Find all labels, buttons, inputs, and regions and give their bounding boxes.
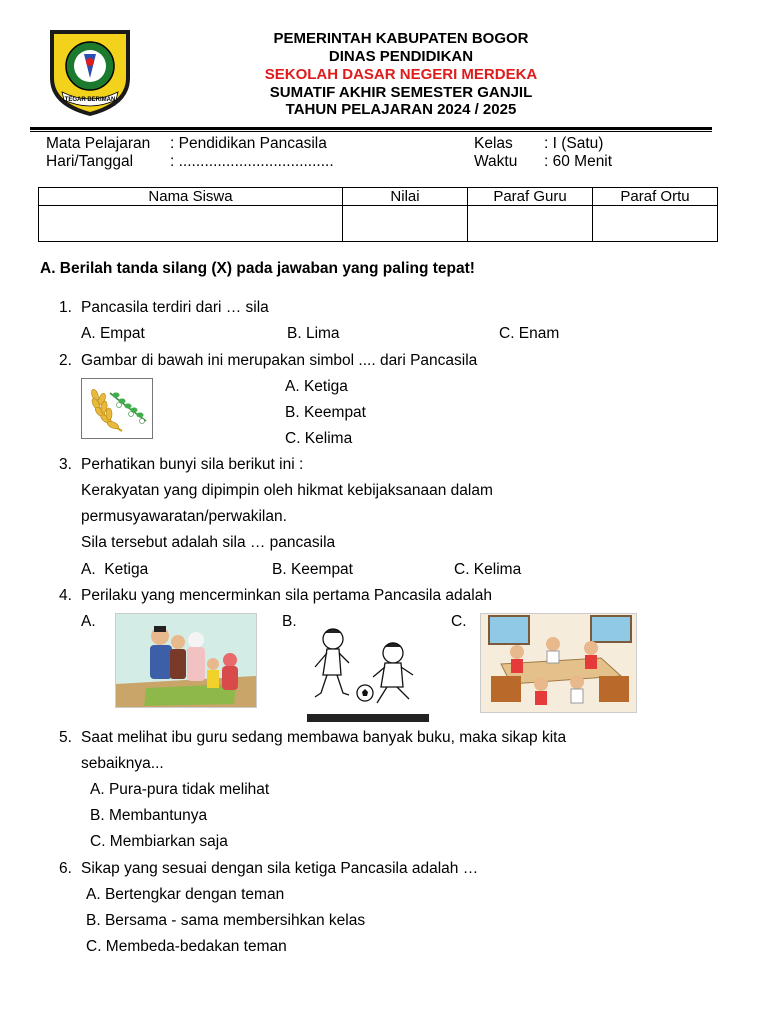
header-parent-sign: Paraf Ortu xyxy=(593,188,718,206)
class-value: : I (Satu) xyxy=(544,135,604,152)
q6-option-c[interactable]: C. Membeda-bedakan teman xyxy=(86,938,287,955)
subject-value: : Pendidikan Pancasila xyxy=(170,135,327,152)
q4-text: Perilaku yang mencerminkan sila pertama Pancasila adalah xyxy=(81,587,492,604)
q1-option-a[interactable]: A. Empat xyxy=(81,325,145,342)
q2-option-a[interactable]: A. Ketiga xyxy=(285,378,348,395)
section-a-instruction: A. Berilah tanda silang (X) pada jawaban yang paling tepat! xyxy=(40,260,475,277)
q5-text: Saat melihat ibu guru sedang membawa banyak buku, maka sikap kita xyxy=(81,729,567,746)
q3-quote-line1: Kerakyatan yang dipimpin oleh hikmat kebijaksanaan dalam xyxy=(81,482,493,499)
padi-kapas-icon xyxy=(81,378,153,439)
q4-option-a[interactable]: A. xyxy=(81,613,96,630)
date-label: Hari/Tanggal xyxy=(46,153,134,170)
q4-option-c[interactable]: C. xyxy=(451,613,467,630)
q3-option-b[interactable]: B. Keempat xyxy=(272,561,353,578)
subject-label: Mata Pelajaran xyxy=(46,135,151,152)
header-school-name: SEKOLAH DASAR NEGERI MERDEKA xyxy=(264,66,538,83)
q3-option-a[interactable]: A. Ketiga xyxy=(81,561,149,578)
q5-text-cont: sebaiknya... xyxy=(81,755,164,772)
teacher-sign-cell[interactable] xyxy=(468,206,593,242)
q1-text: Pancasila terdiri dari … sila xyxy=(81,299,269,316)
family-praying-illustration xyxy=(115,613,257,708)
q6-option-a[interactable]: A. Bertengkar dengan teman xyxy=(86,886,285,903)
school-logo xyxy=(46,26,134,118)
score-table xyxy=(38,187,718,242)
header-divider-thick xyxy=(30,127,712,130)
header-exam-title: SUMATIF AKHIR SEMESTER GANJIL xyxy=(269,84,533,101)
class-label: Kelas xyxy=(474,135,513,152)
q1-number: 1. xyxy=(59,299,72,316)
header-score: Nilai xyxy=(343,188,468,206)
header-teacher-sign: Paraf Guru xyxy=(468,188,593,206)
header-divider-thin xyxy=(30,131,712,132)
student-name-cell[interactable] xyxy=(39,206,343,242)
q3-text: Perhatikan bunyi sila berikut ini : xyxy=(81,456,304,473)
logo-banner-text: TEGAR BERIMAN xyxy=(64,97,116,103)
q1-option-c[interactable]: C. Enam xyxy=(499,325,560,342)
q6-option-b[interactable]: B. Bersama - sama membersihkan kelas xyxy=(86,912,366,929)
q6-number: 6. xyxy=(59,860,72,877)
q2-option-b[interactable]: B. Keempat xyxy=(285,404,366,421)
q2-option-c[interactable]: C. Kelima xyxy=(285,430,353,447)
q5-option-a[interactable]: A. Pura-pura tidak melihat xyxy=(90,781,270,798)
time-value: : 60 Menit xyxy=(544,153,613,170)
q5-number: 5. xyxy=(59,729,72,746)
q5-option-b[interactable]: B. Membantunya xyxy=(90,807,208,824)
parent-sign-cell[interactable] xyxy=(593,206,718,242)
q3-option-c[interactable]: C. Kelima xyxy=(454,561,522,578)
time-label: Waktu xyxy=(474,153,518,170)
q3-question: Sila tersebut adalah sila … pancasila xyxy=(81,534,336,551)
q1-option-b[interactable]: B. Lima xyxy=(287,325,340,342)
header-department: DINAS PENDIDIKAN xyxy=(328,48,474,65)
q4-number: 4. xyxy=(59,587,72,604)
date-value: : .................................... xyxy=(170,153,334,170)
q2-text: Gambar di bawah ini merupakan simbol .... dari Pancasila xyxy=(81,352,478,369)
q3-number: 3. xyxy=(59,456,72,473)
header-academic-year: TAHUN PELAJARAN 2024 / 2025 xyxy=(285,101,517,118)
score-cell[interactable] xyxy=(343,206,468,242)
q6-text: Sikap yang sesuai dengan sila ketiga Pancasila adalah … xyxy=(81,860,479,877)
header-student-name: Nama Siswa xyxy=(39,188,343,206)
students-studying-illustration xyxy=(480,613,637,713)
q2-number: 2. xyxy=(59,352,72,369)
header-government: PEMERINTAH KABUPATEN BOGOR xyxy=(273,30,529,47)
q5-option-c[interactable]: C. Membiarkan saja xyxy=(90,833,228,850)
q4-option-b[interactable]: B. xyxy=(282,613,297,630)
kids-playing-football-illustration xyxy=(307,613,429,722)
q3-quote-line2: permusyawaratan/perwakilan. xyxy=(81,508,287,525)
